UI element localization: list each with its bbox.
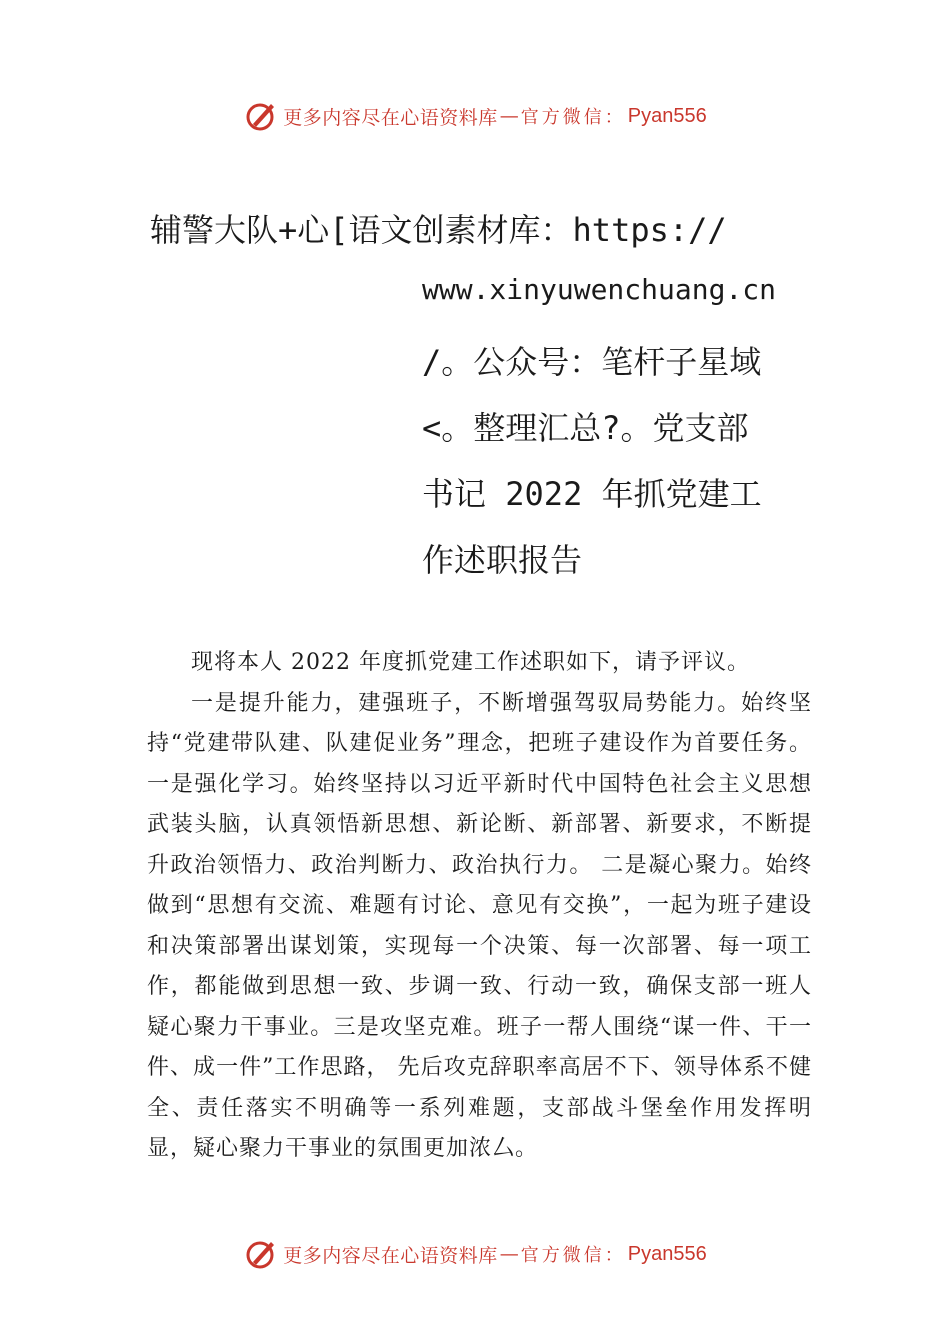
title-line-3: /。公众号：笔杆子星域 xyxy=(422,343,762,381)
title-line-2: www.xinyuwenchuang.cn xyxy=(422,273,777,306)
watermark-wechat-label: 官方微信： xyxy=(520,1245,626,1266)
quill-seal-logo-icon xyxy=(243,98,279,134)
header-watermark xyxy=(0,96,950,136)
watermark-brand: 更多内容尽在心语资料库 xyxy=(283,1244,498,1267)
document-body xyxy=(147,643,812,1170)
watermark-handle: Pyan556 xyxy=(627,104,707,127)
body-paragraph-section-1: 一是提升能力，建强班子，不断增强驾驭局势能力。始终坚持“党建带队建、队建促业务”理念，把班子建设作为首要任务。一是强化学习。始终坚持以习近平新时代中国特色社会主义思想武装头脑，认真领悟新思想、新论断、新部署、新要求，不断提升政治领悟力、政治判断力、政治执行力。 二是凝心聚力。始终做到“思想有交流、难题有讨论、意见有交换”，一起为班子建设和决策部署出谋划策，实现每一个决策、每一次部署、每一项工作，都能做到思想一致、步调一致、行动一致，确保支部一班人疑心聚力干事业。三是攻坚克难。班子一帮人围绕“谋一件、干一件、成一件”工作思路， 先后攻克辞职率高居不下、领导体系不健全、责任落实不明确等一系列难题，支部战斗堡垒作用发挥明显，疑心聚力干事业的氛围更加浓厶。 xyxy=(147,690,812,1161)
title-line-5: 书记 2022 年抓党建工 xyxy=(422,475,762,513)
watermark-brand: 更多内容尽在心语资料库 xyxy=(283,106,498,129)
title-line-4: <。整理汇总?。党支部 xyxy=(422,409,749,447)
footer-watermark xyxy=(0,1234,950,1274)
title-line-6: 作述职报告 xyxy=(422,541,583,579)
watermark-dash: — xyxy=(499,105,519,127)
watermark-wechat-label: 官方微信： xyxy=(520,107,626,128)
watermark-handle: Pyan556 xyxy=(627,1242,707,1265)
title-line-1: 辅警大队+心[语文创素材库：https:// xyxy=(150,211,727,249)
quill-seal-logo-icon xyxy=(243,1236,279,1272)
body-paragraph-intro: 现将本人 2022 年度抓党建工作述职如下，请予评议。 xyxy=(191,650,750,675)
watermark-dash: — xyxy=(499,1243,519,1265)
